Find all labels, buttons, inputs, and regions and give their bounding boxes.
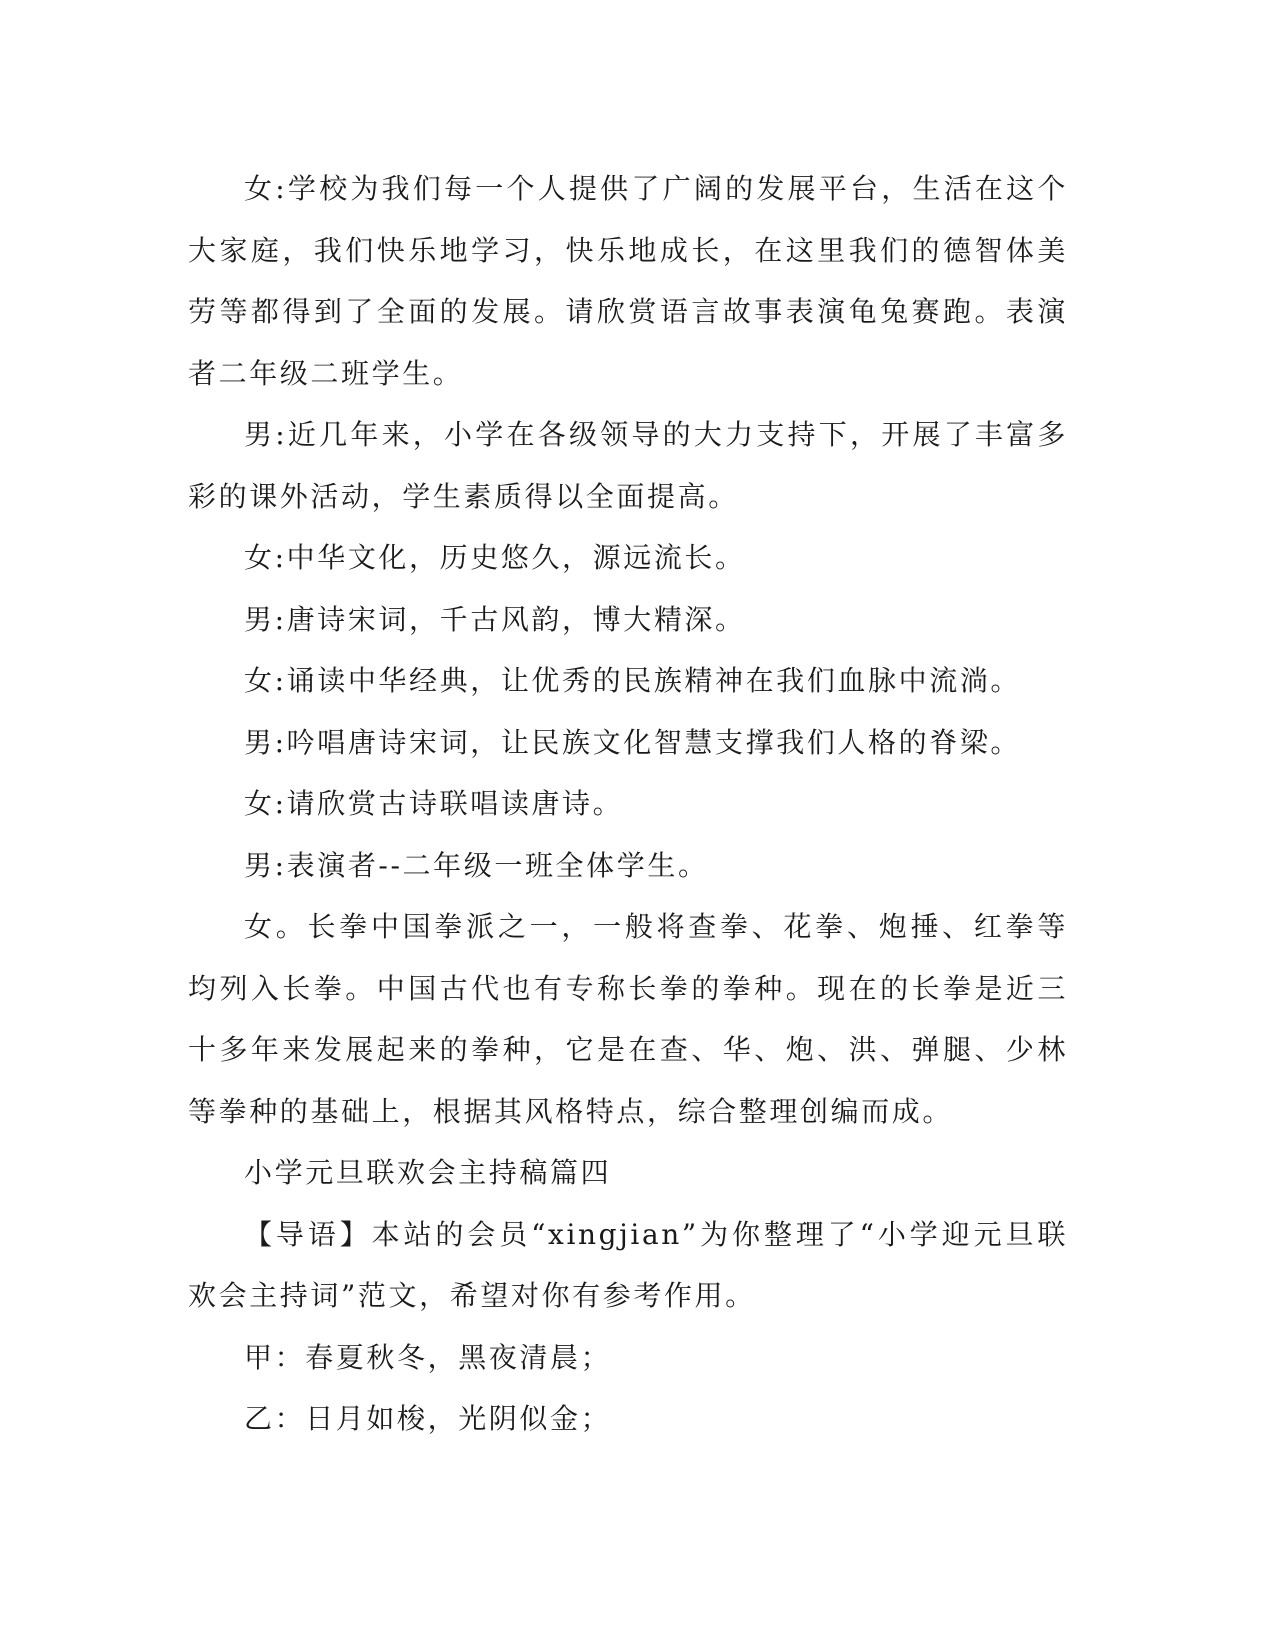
paragraph-female-changquan: 女。长拳中国拳派之一，一般将查拳、花拳、炮捶、红拳等均列入长拳。中国古代也有专称长拳的拳种。现在的长拳是近三十多年来发展起来的拳种，它是在查、华、炮、洪、弹腿、少林等拳种的基础上，根据其风格特点，综合整理创编而成。 (188, 910, 1068, 1128)
section-heading: 小学元旦联欢会主持稿篇四 (244, 1156, 612, 1189)
paragraph-male-activities: 男:近几年来，小学在各级领导的大力支持下，开展了丰富多彩的课外活动，学生素质得以全面提高。 (188, 418, 1068, 513)
paragraph-intro: 【导语】本站的会员“xingjian”为你整理了“小学迎元旦联欢会主持词”范文，希望对你有参考作用。 (188, 1217, 1068, 1312)
paragraph-male-singing: 男:吟唱唐诗宋词，让民族文化智慧支撑我们人格的脊梁。 (244, 725, 1022, 759)
document-body (188, 158, 1068, 1450)
paragraph-female-culture: 女:中华文化，历史悠久，源远流长。 (244, 541, 746, 574)
paragraph-female-school: 女:学校为我们每一个人提供了广阔的发展平台，生活在这个大家庭，我们快乐地学习，快乐地成长，在这里我们的德智体美劳等都得到了全面的发展。请欣赏语言故事表演龟兔赛跑。表演者二年级二班学生。 (188, 172, 1068, 390)
paragraph-yi: 乙：日月如梭，光阴似金； (244, 1402, 612, 1435)
paragraph-female-classics: 女:诵读中华经典，让优秀的民族精神在我们血脉中流淌。 (244, 664, 1022, 697)
paragraph-male-poetry: 男:唐诗宋词，千古风韵，博大精深。 (244, 602, 746, 636)
paragraph-jia: 甲：春夏秋冬，黑夜清晨； (244, 1340, 612, 1374)
paragraph-female-recital: 女:请欣赏古诗联唱读唐诗。 (244, 787, 624, 820)
paragraph-male-performers: 男:表演者--二年级一班全体学生。 (244, 848, 709, 882)
